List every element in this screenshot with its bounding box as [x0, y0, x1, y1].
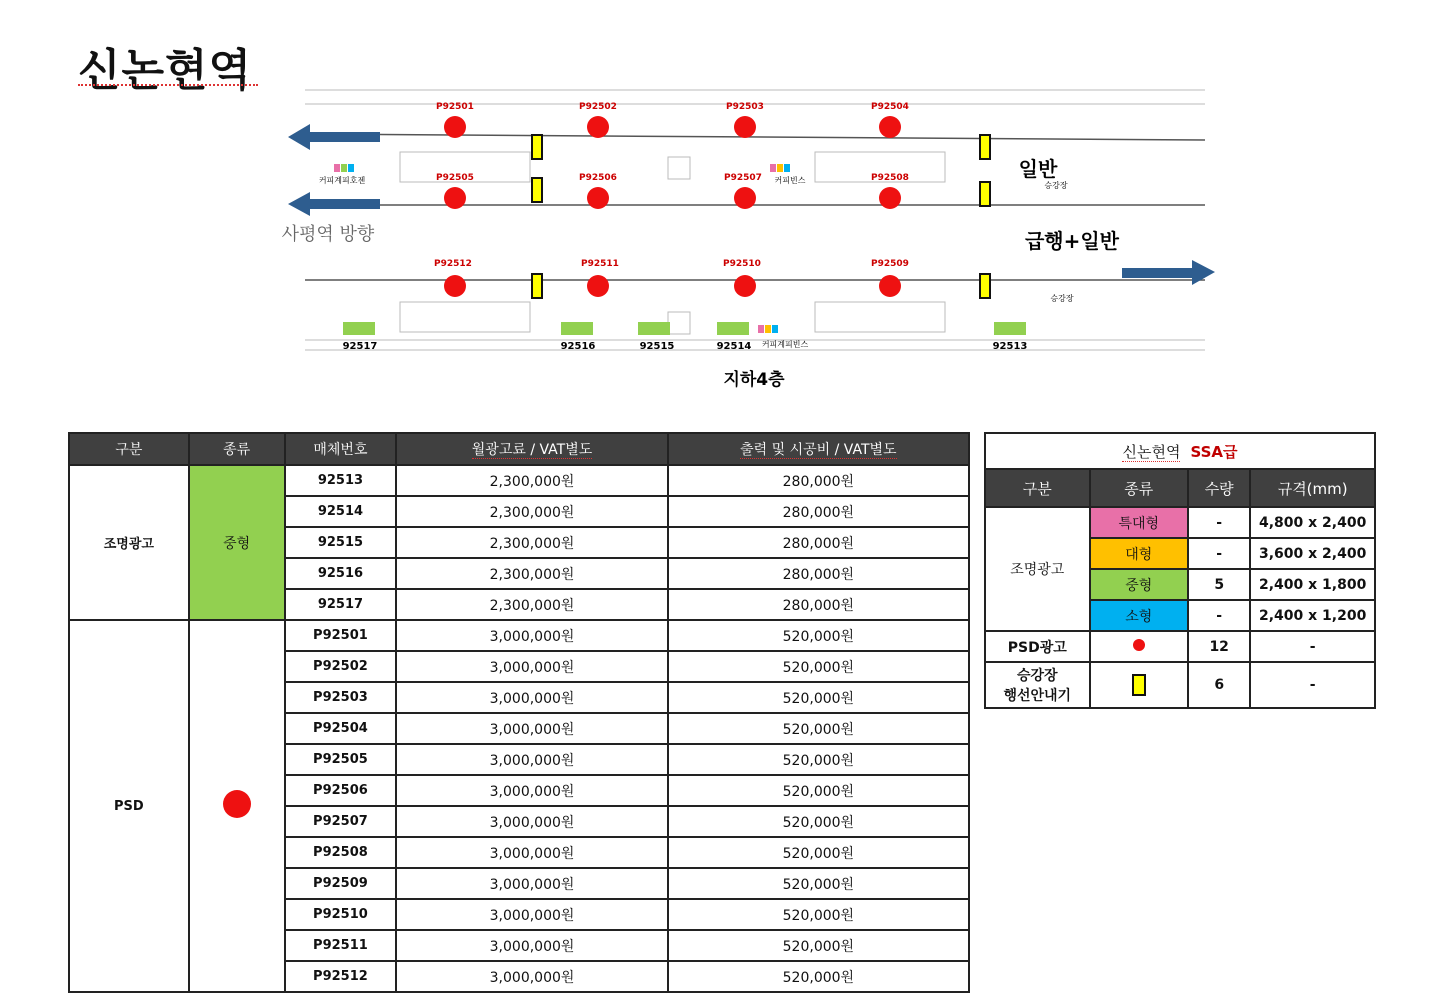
- floor-label: 지하4층: [723, 370, 785, 390]
- table-row: P92508 3,000,000원 520,000원: [69, 837, 969, 868]
- svg-text:커피계피빈스: 커피계피빈스: [761, 340, 809, 349]
- table-row: 92514 2,300,000원 280,000원: [69, 496, 969, 527]
- table-row: 승강장 행선안내기 6 -: [985, 662, 1375, 708]
- table-row: 소형 - 2,400 x 1,200: [985, 600, 1375, 631]
- pricing-table: [68, 432, 970, 993]
- platform-indicator: [980, 135, 990, 159]
- svg-text:P92512: P92512: [434, 259, 472, 269]
- table-row: P92505 3,000,000원 520,000원: [69, 744, 969, 775]
- svg-text:P92506: P92506: [579, 173, 617, 183]
- header-cost: 출력 및 시공비 / VAT별도: [668, 433, 969, 465]
- svg-text:92515: 92515: [639, 341, 675, 352]
- store-logos: [319, 164, 809, 349]
- psd-markers: [434, 102, 909, 297]
- svg-text:92513: 92513: [992, 341, 1028, 352]
- table-row: P92510 3,000,000원 520,000원: [69, 899, 969, 930]
- svg-text:92516: 92516: [560, 341, 596, 352]
- track-bottom-label: 급행+일반: [1024, 229, 1120, 253]
- summary-title-row: [985, 433, 1375, 469]
- title-underline: [78, 84, 258, 86]
- svg-text:커피빈스: 커피빈스: [774, 176, 806, 185]
- svg-text:P92504: P92504: [871, 102, 909, 112]
- category-cell: PSD: [69, 620, 189, 992]
- platform-label: 승강장: [1050, 294, 1074, 303]
- table-row: P92511 3,000,000원 520,000원: [69, 930, 969, 961]
- pricing-table-header: [69, 433, 969, 465]
- svg-text:P92507: P92507: [724, 173, 762, 183]
- category-cell: 조명광고: [69, 465, 189, 620]
- table-row: 92516 2,300,000원 280,000원: [69, 558, 969, 589]
- table-row: P92504 3,000,000원 520,000원: [69, 713, 969, 744]
- platform-indicator: [980, 182, 990, 206]
- type-cell: 중형: [189, 465, 285, 620]
- header-type: 종류: [189, 433, 285, 465]
- arrow-left-icon: [288, 192, 380, 216]
- table-row: P92503 3,000,000원 520,000원: [69, 682, 969, 713]
- table-row: P92509 3,000,000원 520,000원: [69, 868, 969, 899]
- yellow-indicator-icon: [1132, 674, 1146, 696]
- category-cell: 조명광고: [985, 507, 1090, 631]
- red-dot-icon: [1133, 639, 1145, 651]
- table-row: PSD P92501 3,000,000원 520,000원: [69, 620, 969, 651]
- table-row: P92506 3,000,000원 520,000원: [69, 775, 969, 806]
- header-code: 매체번호: [285, 433, 397, 465]
- platform-indicator: [532, 178, 542, 202]
- arrow-left-icon: [288, 124, 380, 150]
- svg-text:P92503: P92503: [726, 102, 764, 112]
- svg-text:P92502: P92502: [579, 102, 617, 112]
- summary-title: 신논현역 SSA급: [985, 433, 1375, 469]
- svg-text:P92508: P92508: [871, 173, 909, 183]
- svg-text:P92509: P92509: [871, 259, 909, 269]
- table-row: 92517 2,300,000원 280,000원: [69, 589, 969, 620]
- type-cell: [189, 620, 285, 992]
- red-dot-icon: [223, 790, 251, 818]
- table-row: 92515 2,300,000원 280,000원: [69, 527, 969, 558]
- platform-indicator: [980, 274, 990, 298]
- summary-header: 구분 종류 수량 규격(mm): [985, 469, 1375, 507]
- platform-label: 승강장: [1044, 181, 1068, 190]
- table-row: PSD광고 12 -: [985, 631, 1375, 662]
- station-floor-map: [270, 82, 1230, 402]
- platform-indicator: [532, 274, 542, 298]
- svg-text:92517: 92517: [342, 341, 378, 352]
- table-row: P92507 3,000,000원 520,000원: [69, 806, 969, 837]
- svg-text:P92511: P92511: [581, 259, 619, 269]
- table-row: 조명광고 특대형 - 4,800 x 2,400: [985, 507, 1375, 538]
- track-top-label: 일반: [1018, 157, 1058, 181]
- direction-label: 사평역 방향: [281, 224, 375, 245]
- svg-text:커피계피호젠: 커피계피호젠: [318, 176, 366, 185]
- svg-text:92514: 92514: [716, 341, 752, 352]
- platform-indicator: [532, 135, 542, 159]
- svg-text:P92510: P92510: [723, 259, 761, 269]
- arrow-right-icon: [1122, 260, 1215, 285]
- summary-table: [984, 432, 1376, 709]
- page-title: 신논현역: [78, 45, 253, 96]
- table-row: 조명광고 중형 92513 2,300,000원 280,000원: [69, 465, 969, 496]
- table-row: 중형 5 2,400 x 1,800: [985, 569, 1375, 600]
- header-fee: 월광고료 / VAT별도: [396, 433, 667, 465]
- header-category: 구분: [69, 433, 189, 465]
- svg-text:P92501: P92501: [436, 102, 474, 112]
- lighting-ads: [343, 322, 1028, 352]
- table-row: P92502 3,000,000원 520,000원: [69, 651, 969, 682]
- table-row: P92512 3,000,000원 520,000원: [69, 961, 969, 992]
- table-row: 대형 - 3,600 x 2,400: [985, 538, 1375, 569]
- svg-text:P92505: P92505: [436, 173, 474, 183]
- platform-indicators: [532, 135, 990, 298]
